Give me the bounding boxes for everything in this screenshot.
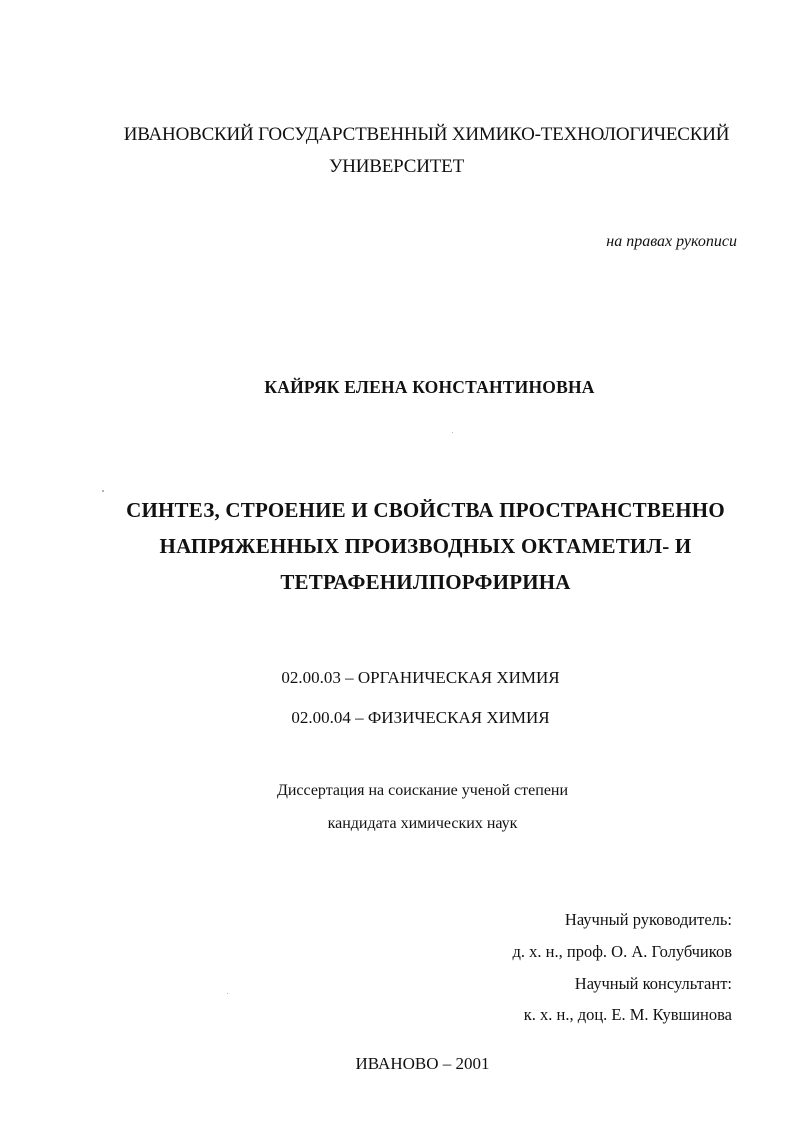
specialty-organic-chemistry: 02.00.03 – ОРГАНИЧЕСКАЯ ХИМИЯ [281, 668, 560, 687]
thesis-title-line1: СИНТЕЗ, СТРОЕНИЕ И СВОЙСТВА ПРОСТРАНСТВЕННО [126, 498, 725, 522]
university-name-line1: ИВАНОВСКИЙ ГОСУДАРСТВЕННЫЙ ХИМИКО-ТЕХНОЛОГИЧЕСКИЙ [123, 124, 730, 145]
scan-speck [102, 490, 104, 492]
dissertation-degree-line2: кандидата химических наук [327, 815, 518, 832]
university-name-line2: УНИВЕРСИТЕТ [329, 156, 464, 177]
specialty-physical-chemistry: 02.00.04 – ФИЗИЧЕСКАЯ ХИМИЯ [291, 708, 550, 727]
author-name: КАЙРЯК ЕЛЕНА КОНСТАНТИНОВНА [264, 377, 595, 397]
thesis-title-line2: НАПРЯЖЕННЫХ ПРОИЗВОДНЫХ ОКТАМЕТИЛ- И [159, 534, 692, 558]
scan-speck [452, 432, 453, 433]
dissertation-degree-line1: Диссертация на соискание ученой степени [276, 782, 569, 799]
supervisor-name: д. х. н., проф. О. А. Голубчиков [512, 942, 732, 961]
manuscript-note: на правах рукописи [606, 233, 737, 250]
consultant-label: Научный консультант: [574, 974, 732, 993]
consultant-name: к. х. н., доц. Е. М. Кувшинова [523, 1005, 732, 1024]
city-year: ИВАНОВО – 2001 [355, 1054, 490, 1073]
scan-speck [227, 993, 228, 994]
supervisor-label: Научный руководитель: [564, 910, 732, 929]
thesis-title-line3: ТЕТРАФЕНИЛПОРФИРИНА [280, 570, 571, 594]
